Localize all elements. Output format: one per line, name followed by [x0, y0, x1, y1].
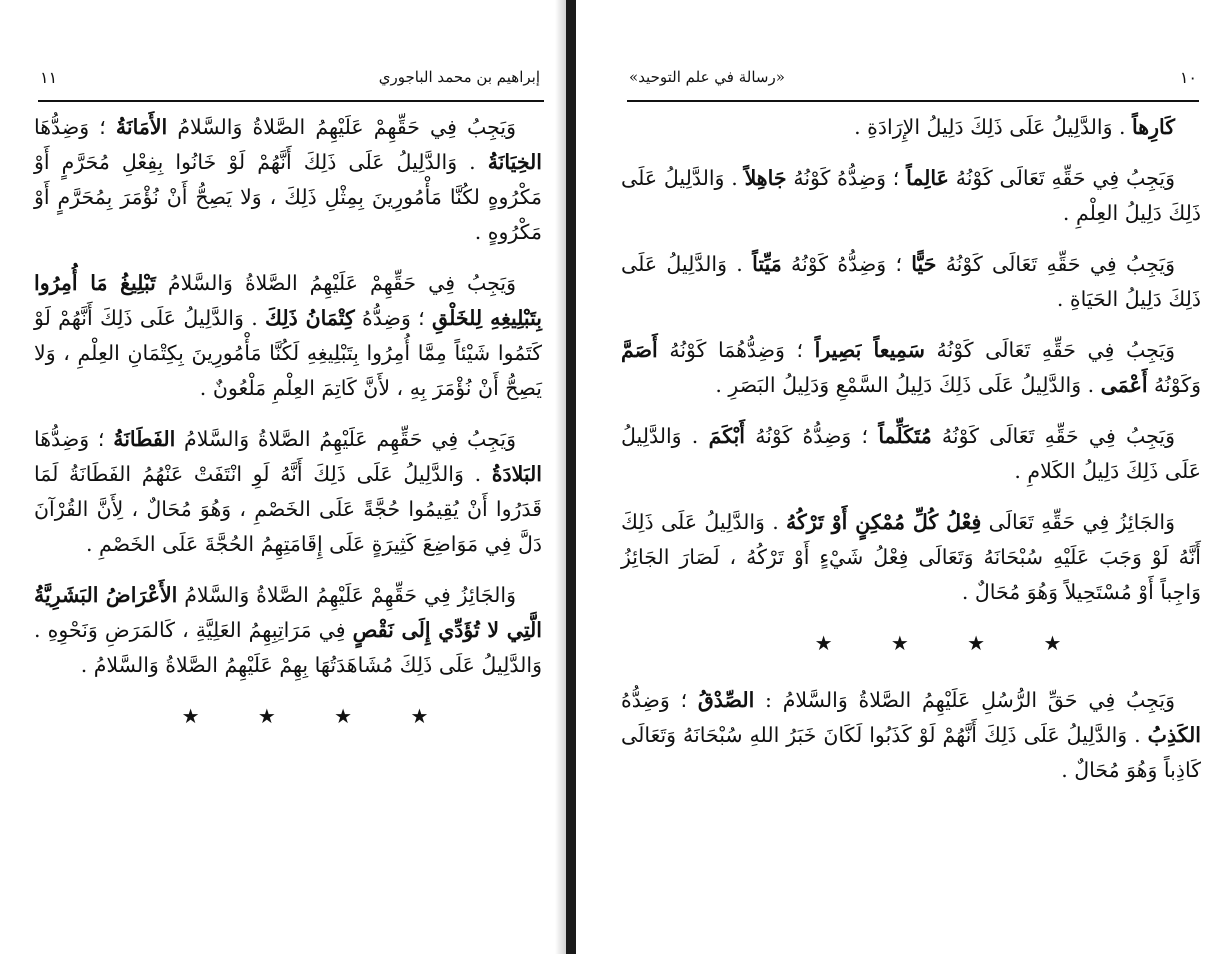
bold-term: أَصَمَّ	[621, 338, 658, 362]
left-page-number: ١١	[40, 67, 58, 87]
paragraph-text: . وَالدَّلِيلُ عَلَى ذَلِكَ أَنَّهُ لَوْ وَجَبَ عَلَيْهِ سُبْحَانَهُ وَتَعَالَى فِعْلُ شَيْءٍ أَوْ تَرْكُهُ ، لَصَارَ الجَائِزُ وَاجِباً أَوْ مُسْتَحِيلاً وَهُوَ مُحَالٌ .	[621, 510, 1201, 604]
right-page-header-title: «رسالة في علم التوحيد»	[629, 68, 785, 86]
right-page-header	[629, 60, 1197, 94]
paragraph-text: . وَالدَّلِيلُ عَلَى ذَلِكَ دَلِيلُ الإِرَادَةِ .	[854, 115, 1133, 139]
paragraph-text: . وَالدَّلِيلُ عَلَى ذَلِكَ أَنَّهُمْ لَوْ خَانُوا بِفِعْلِ مُحَرَّمٍ أَوْ مَكْرُوهٍ لكُنَّا مَأْمُورِينَ بِمِثْلِ ذَلِكَ ، وَلا يَصِحُّ أَنْ نُؤْمَرَ بِمُحَرَّمٍ أَوْ مَكْرُوهٍ .	[34, 150, 542, 244]
book-gutter	[566, 0, 576, 954]
bold-term: الأَعْرَاضُ البَشَرِيَّةُ الَّتِي لا تُؤَدِّي إِلَى نَقْصٍ	[34, 583, 542, 642]
right-page-number: ١٠	[1179, 67, 1197, 87]
paragraph-text: ؛ وَضِدُّهُمَا كَوْنُهُ	[657, 338, 815, 362]
paragraph-text: وَيَجِبُ فِي حَقِّهِمْ عَلَيْهِمُ الصَّلاةُ وَالسَّلامُ	[155, 271, 516, 295]
left-paragraph	[34, 110, 542, 250]
paragraph-text: ؛ وَضِدُّهُ كَوْنُهُ	[786, 166, 907, 190]
paragraph-text: ؛ وَضِدُّهُ كَوْنُهُ	[781, 252, 912, 276]
bold-term: مَيِّتاً	[752, 252, 782, 276]
right-paragraph	[621, 683, 1201, 788]
paragraph-text: وَالجَائِزُ فِي حَقِّهِمْ عَلَيْهِمُ الصَّلاةُ وَالسَّلامُ	[177, 583, 516, 607]
paragraph-text: ؛ وَضِدُّهَا	[34, 427, 114, 451]
left-paragraph	[34, 422, 542, 562]
paragraph-text: ؛ وَضِدُّهُ	[354, 306, 432, 330]
bold-term: أَعْمَى	[1100, 373, 1148, 397]
paragraph-text: وَيَجِبُ فِي حَقِّهِ تَعَالَى كَوْنُهُ	[948, 166, 1175, 190]
bold-term: الكَذِبُ	[1147, 723, 1201, 747]
bold-term: عَالِماً	[906, 166, 949, 190]
paragraph-text: وَكَوْنُهُ	[1147, 373, 1201, 397]
paragraph-text: وَيَجِبُ فِي حَقِّهِمْ عَلَيْهِمُ الصَّلاةُ وَالسَّلامُ	[167, 115, 516, 139]
bold-term: حَيًّا	[911, 252, 937, 276]
left-section-stars: ★ ★ ★ ★	[181, 704, 455, 728]
paragraph-text: وَالجَائِزُ فِي حَقِّهِ تَعَالَى	[981, 510, 1175, 534]
right-paragraph	[621, 247, 1201, 317]
bold-term: أَبْكَمَ	[708, 424, 745, 448]
paragraph-text: . وَالدَّلِيلُ عَلَى ذَلِكَ دَلِيلُ الحَيَاةِ .	[621, 252, 1201, 311]
paragraph-text: وَيَجِبُ فِي حَقِّهِ تَعَالَى كَوْنُهُ	[931, 424, 1176, 448]
paragraph-text: وَيَجِبُ فِي حَقِّهِ تَعَالَى كَوْنُهُ	[924, 338, 1175, 362]
paragraph-text: . وَالدَّلِيلُ عَلَى ذَلِكَ دَلِيلُ العِلْمِ .	[621, 166, 1201, 225]
right-section-stars: ★ ★ ★ ★	[814, 631, 1088, 655]
bold-term: كِتْمَانُ ذَلِكَ	[265, 306, 355, 330]
left-page	[0, 0, 556, 954]
right-page-body	[621, 110, 1201, 804]
right-page	[577, 0, 1219, 954]
right-paragraph	[621, 505, 1201, 610]
paragraph-text: . وَالدَّلِيلُ عَلَى ذَلِكَ دَلِيلُ الكَلامِ .	[621, 424, 1201, 483]
paragraph-text: وَيَجِبُ فِي حَقِّهِ تَعَالَى كَوْنُهُ	[936, 252, 1175, 276]
bold-term: مُتَكَلِّماً	[878, 424, 932, 448]
left-page-header	[40, 60, 540, 94]
left-paragraph	[34, 266, 542, 406]
paragraph-text: . وَالدَّلِيلُ عَلَى ذَلِكَ دَلِيلُ السَّمْعِ وَدَلِيلُ البَصَرِ .	[715, 373, 1101, 397]
bold-term: الصِّدْقُ	[697, 688, 755, 712]
gutter-shadow	[555, 0, 566, 954]
bold-term: الخِيَانَةُ	[487, 150, 542, 174]
right-header-rule	[627, 100, 1199, 102]
paragraph-text: ؛ وَضِدُّهُ كَوْنُهُ	[744, 424, 879, 448]
paragraph-text: ؛ وَضِدُّهُ	[621, 688, 698, 712]
bold-term: جَاهِلاً	[744, 166, 787, 190]
paragraph-text: . وَالدَّلِيلُ عَلَى ذَلِكَ أَنَّهُمْ لَوْ كَذَبُوا لَكَانَ خَبَرُ اللهِ سُبْحَانَهُ وَتَعَالَى كَاذِباً وَهُوَ مُحَالٌ .	[621, 723, 1201, 782]
bold-term: فِعْلُ كُلِّ مُمْكِنٍ أَوْ تَرْكُهُ	[786, 510, 982, 534]
right-paragraph	[621, 419, 1201, 489]
paragraph-text: وَيَجِبُ فِي حَقِّ الرُّسُلِ عَلَيْهِمُ الصَّلاةُ وَالسَّلامُ :	[754, 688, 1175, 712]
bold-term: سَمِيعاً بَصِيراً	[814, 338, 925, 362]
bold-term: تَبْلِيغُ مَا أُمِرُوا بِتَبْلِيغِهِ لِلخَلْقِ	[34, 271, 543, 330]
left-page-body	[34, 110, 542, 756]
paragraph-text: ؛ وَضِدُّهَا	[34, 115, 116, 139]
paragraph-text: فِي مَرَاتِبِهِمُ العَلِيَّةِ ، كَالمَرَضِ وَنَحْوِهِ . وَالدَّلِيلُ عَلَى ذَلِكَ مُشَاهَدَتُهَا بِهِمْ عَلَيْهِمُ الصَّلاةُ وَالسَّلامُ .	[34, 618, 542, 677]
paragraph-text: وَيَجِبُ فِي حَقِّهِم عَلَيْهِمُ الصَّلاةُ وَالسَّلامُ	[175, 427, 516, 451]
bold-term: الأَمَانَةُ	[115, 115, 168, 139]
left-header-rule	[38, 100, 544, 102]
right-paragraph	[621, 333, 1201, 403]
paragraph-text: . وَالدَّلِيلُ عَلَى ذَلِكَ أَنَّهُمْ لَوْ كَتَمُوا شَيْئاً مِمَّا أُمِرُوا بِتَبْلِيغِهِ لَكُنَّا مَأْمُورِينَ بِكِتْمَانِ العِلْمِ ، وَلا يَصِحُّ أَنْ نُؤْمَرَ بِهِ ، لأَنَّ كَاتِمَ العِلْمِ مَلْعُونٌ .	[34, 306, 542, 400]
bold-term: كَارِهاً	[1132, 115, 1175, 139]
paragraph-text: . وَالدَّلِيلُ عَلَى ذَلِكَ أَنَّهُ لَوِ انْتَفَتْ عَنْهُمُ الفَطَانَةُ لَمَا قَدَرُوا أَنْ يُقِيمُوا حُجَّةً عَلَى الخَصْمِ ، وَهُوَ مُحَالٌ ، لِأَنَّ القُرْآنَ دَلَّ فِي مَوَاضِعَ كَثِيرَةٍ عَلَى إِقَامَتِهِمُ الحُجَّةَ عَلَى الخَصْمِ .	[34, 462, 542, 556]
bold-term: الفَطَانَةُ	[113, 427, 176, 451]
right-paragraph	[621, 110, 1201, 145]
right-paragraph	[621, 161, 1201, 231]
left-paragraph	[34, 578, 542, 683]
bold-term: البَلادَةُ	[491, 462, 542, 486]
left-page-header-title: إبراهيم بن محمد الباجوري	[378, 68, 540, 86]
